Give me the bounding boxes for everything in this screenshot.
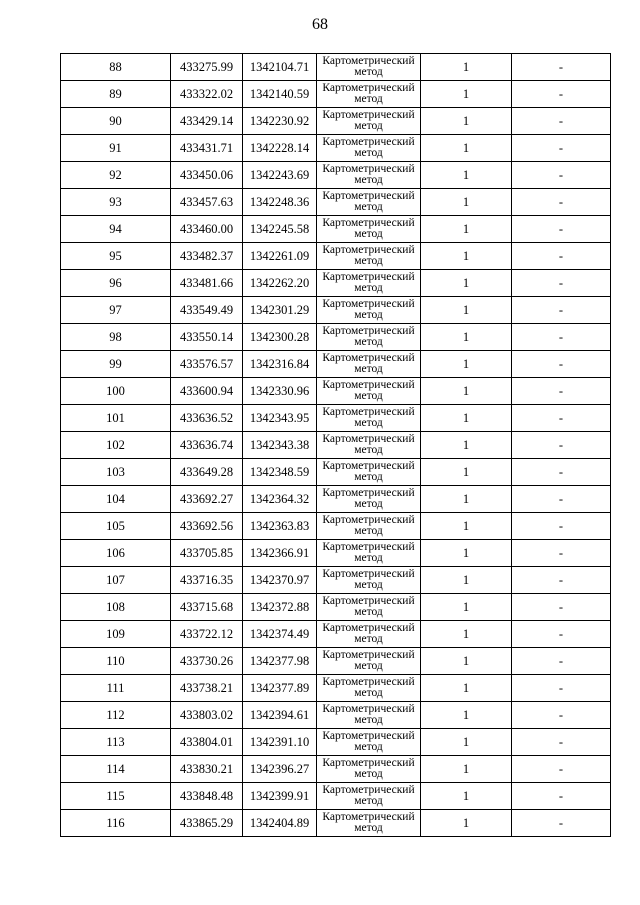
precision-cell: 1 [421,270,512,297]
coordinate-x-cell: 433649.28 [171,459,243,486]
precision-cell: 1 [421,459,512,486]
note-cell: - [512,81,611,108]
table-row [61,324,611,351]
precision-cell: 1 [421,486,512,513]
coordinate-x-cell: 433730.26 [171,648,243,675]
table-row [61,675,611,702]
coordinate-x-cell: 433450.06 [171,162,243,189]
coordinate-y-cell: 1342330.96 [243,378,317,405]
table-row [61,621,611,648]
coordinate-y-cell: 1342262.20 [243,270,317,297]
coordinate-x-cell: 433322.02 [171,81,243,108]
precision-cell: 1 [421,432,512,459]
table-row [61,702,611,729]
method-line-1: Картометрический [322,109,415,121]
method-line-2: метод [354,714,383,726]
coordinate-y-cell: 1342300.28 [243,324,317,351]
coordinate-y-cell: 1342372.88 [243,594,317,621]
method-cell [317,540,421,567]
point-number-cell: 116 [61,810,171,837]
coordinate-y-cell: 1342396.27 [243,756,317,783]
coordinate-x-cell: 433830.21 [171,756,243,783]
coordinate-y-cell: 1342104.71 [243,54,317,81]
coordinate-x-cell: 433431.71 [171,135,243,162]
coordinate-y-cell: 1342301.29 [243,297,317,324]
note-cell: - [512,351,611,378]
table-row [61,108,611,135]
method-line-2: метод [354,255,383,267]
table-row [61,216,611,243]
point-number-cell: 91 [61,135,171,162]
method-line-2: метод [354,741,383,753]
coordinate-y-cell: 1342316.84 [243,351,317,378]
table-row [61,810,611,837]
precision-cell: 1 [421,729,512,756]
coordinate-y-cell: 1342364.32 [243,486,317,513]
note-cell: - [512,675,611,702]
point-number-cell: 106 [61,540,171,567]
point-number-cell: 110 [61,648,171,675]
note-cell: - [512,540,611,567]
page-number: 68 [312,16,328,33]
method-cell [317,405,421,432]
method-cell [317,567,421,594]
precision-cell: 1 [421,297,512,324]
method-line-2: метод [354,417,383,429]
point-number-cell: 89 [61,81,171,108]
method-cell [317,810,421,837]
method-line-2: метод [354,174,383,186]
note-cell: - [512,162,611,189]
point-number-cell: 96 [61,270,171,297]
table-row [61,459,611,486]
table-row [61,567,611,594]
note-cell: - [512,189,611,216]
coordinate-y-cell: 1342391.10 [243,729,317,756]
precision-cell: 1 [421,702,512,729]
precision-cell: 1 [421,567,512,594]
point-number-cell: 109 [61,621,171,648]
point-number-cell: 113 [61,729,171,756]
table-row [61,135,611,162]
table-row [61,729,611,756]
note-cell: - [512,729,611,756]
point-number-cell: 104 [61,486,171,513]
coordinate-x-cell: 433457.63 [171,189,243,216]
method-line-2: метод [354,363,383,375]
precision-cell: 1 [421,513,512,540]
coordinate-x-cell: 433705.85 [171,540,243,567]
point-number-cell: 108 [61,594,171,621]
coordinate-y-cell: 1342348.59 [243,459,317,486]
method-cell [317,54,421,81]
method-line-2: метод [354,471,383,483]
method-cell [317,162,421,189]
method-line-1: Картометрический [322,622,415,634]
method-cell [317,189,421,216]
coordinate-y-cell: 1342140.59 [243,81,317,108]
coordinates-table-body [61,54,611,837]
method-line-1: Картометрический [322,55,415,67]
precision-cell: 1 [421,216,512,243]
point-number-cell: 95 [61,243,171,270]
method-line-2: метод [354,282,383,294]
method-line-2: метод [354,336,383,348]
coordinates-table [60,53,611,837]
method-cell [317,675,421,702]
method-line-2: метод [354,390,383,402]
coordinate-x-cell: 433482.37 [171,243,243,270]
coordinate-x-cell: 433803.02 [171,702,243,729]
method-line-2: метод [354,228,383,240]
coordinate-x-cell: 433460.00 [171,216,243,243]
table-row [61,378,611,405]
note-cell: - [512,594,611,621]
coordinate-x-cell: 433481.66 [171,270,243,297]
note-cell: - [512,486,611,513]
note-cell: - [512,810,611,837]
method-cell [317,594,421,621]
precision-cell: 1 [421,162,512,189]
method-line-1: Картометрический [322,487,415,499]
point-number-cell: 93 [61,189,171,216]
coordinate-y-cell: 1342399.91 [243,783,317,810]
method-line-2: метод [354,444,383,456]
point-number-cell: 114 [61,756,171,783]
table-row [61,189,611,216]
coordinate-y-cell: 1342343.95 [243,405,317,432]
coordinate-x-cell: 433848.48 [171,783,243,810]
point-number-cell: 97 [61,297,171,324]
method-cell [317,621,421,648]
coordinate-y-cell: 1342404.89 [243,810,317,837]
method-cell [317,243,421,270]
method-cell [317,135,421,162]
method-line-2: метод [354,795,383,807]
method-line-2: метод [354,768,383,780]
table-row [61,513,611,540]
method-cell [317,351,421,378]
coordinate-y-cell: 1342261.09 [243,243,317,270]
coordinate-y-cell: 1342230.92 [243,108,317,135]
table-row [61,756,611,783]
note-cell: - [512,756,611,783]
table-row [61,54,611,81]
method-line-1: Картометрический [322,703,415,715]
point-number-cell: 115 [61,783,171,810]
coordinate-x-cell: 433576.57 [171,351,243,378]
coordinate-x-cell: 433636.74 [171,432,243,459]
point-number-cell: 101 [61,405,171,432]
coordinate-x-cell: 433722.12 [171,621,243,648]
note-cell: - [512,432,611,459]
method-line-2: метод [354,66,383,78]
method-line-1: Картометрический [322,190,415,202]
coordinate-y-cell: 1342377.98 [243,648,317,675]
method-line-2: метод [354,552,383,564]
precision-cell: 1 [421,108,512,135]
coordinate-y-cell: 1342366.91 [243,540,317,567]
coordinate-x-cell: 433715.68 [171,594,243,621]
method-line-1: Картометрический [322,379,415,391]
coordinate-y-cell: 1342228.14 [243,135,317,162]
method-line-1: Картометрический [322,406,415,418]
point-number-cell: 103 [61,459,171,486]
precision-cell: 1 [421,756,512,783]
method-line-1: Картометрический [322,298,415,310]
coordinate-y-cell: 1342370.97 [243,567,317,594]
note-cell: - [512,459,611,486]
coordinate-y-cell: 1342394.61 [243,702,317,729]
precision-cell: 1 [421,783,512,810]
note-cell: - [512,243,611,270]
method-line-1: Картометрический [322,568,415,580]
coordinate-x-cell: 433865.29 [171,810,243,837]
method-line-1: Картометрический [322,433,415,445]
coordinate-x-cell: 433716.35 [171,567,243,594]
method-line-2: метод [354,498,383,510]
method-cell [317,108,421,135]
coordinate-y-cell: 1342374.49 [243,621,317,648]
point-number-cell: 107 [61,567,171,594]
note-cell: - [512,216,611,243]
precision-cell: 1 [421,378,512,405]
method-cell [317,513,421,540]
precision-cell: 1 [421,81,512,108]
note-cell: - [512,108,611,135]
method-cell [317,783,421,810]
method-line-1: Картометрический [322,460,415,472]
coordinate-y-cell: 1342377.89 [243,675,317,702]
coordinate-x-cell: 433636.52 [171,405,243,432]
method-line-1: Картометрический [322,325,415,337]
point-number-cell: 88 [61,54,171,81]
method-cell [317,486,421,513]
point-number-cell: 90 [61,108,171,135]
method-cell [317,729,421,756]
method-line-2: метод [354,606,383,618]
table-row [61,540,611,567]
point-number-cell: 92 [61,162,171,189]
precision-cell: 1 [421,540,512,567]
method-line-2: метод [354,120,383,132]
point-number-cell: 105 [61,513,171,540]
table-row [61,162,611,189]
coordinate-x-cell: 433600.94 [171,378,243,405]
method-line-1: Картометрический [322,217,415,229]
method-cell [317,702,421,729]
note-cell: - [512,567,611,594]
table-row [61,351,611,378]
note-cell: - [512,135,611,162]
note-cell: - [512,405,611,432]
note-cell: - [512,324,611,351]
method-cell [317,270,421,297]
method-line-2: метод [354,201,383,213]
coordinate-x-cell: 433692.27 [171,486,243,513]
table-row [61,486,611,513]
table-row [61,243,611,270]
point-number-cell: 100 [61,378,171,405]
method-cell [317,378,421,405]
method-line-2: метод [354,687,383,699]
method-line-2: метод [354,525,383,537]
method-line-2: метод [354,660,383,672]
table-row [61,432,611,459]
method-line-2: метод [354,147,383,159]
note-cell: - [512,783,611,810]
coordinate-x-cell: 433275.99 [171,54,243,81]
note-cell: - [512,378,611,405]
coordinate-x-cell: 433738.21 [171,675,243,702]
precision-cell: 1 [421,648,512,675]
method-cell [317,648,421,675]
precision-cell: 1 [421,135,512,162]
point-number-cell: 94 [61,216,171,243]
precision-cell: 1 [421,810,512,837]
note-cell: - [512,702,611,729]
note-cell: - [512,648,611,675]
table-row [61,405,611,432]
point-number-cell: 111 [61,675,171,702]
method-line-2: метод [354,93,383,105]
method-line-1: Картометрический [322,136,415,148]
method-line-1: Картометрический [322,595,415,607]
method-line-1: Картометрический [322,541,415,553]
method-line-2: метод [354,822,383,834]
coordinate-x-cell: 433692.56 [171,513,243,540]
table-row [61,270,611,297]
method-line-1: Картометрический [322,784,415,796]
coordinate-y-cell: 1342363.83 [243,513,317,540]
precision-cell: 1 [421,621,512,648]
coordinate-y-cell: 1342343.38 [243,432,317,459]
precision-cell: 1 [421,54,512,81]
note-cell: - [512,54,611,81]
method-line-1: Картометрический [322,244,415,256]
coordinate-x-cell: 433550.14 [171,324,243,351]
precision-cell: 1 [421,324,512,351]
method-cell [317,432,421,459]
method-line-1: Картометрический [322,730,415,742]
note-cell: - [512,270,611,297]
table-row [61,783,611,810]
coordinate-x-cell: 433804.01 [171,729,243,756]
precision-cell: 1 [421,189,512,216]
method-cell [317,297,421,324]
precision-cell: 1 [421,405,512,432]
precision-cell: 1 [421,675,512,702]
precision-cell: 1 [421,243,512,270]
method-line-1: Картометрический [322,757,415,769]
point-number-cell: 112 [61,702,171,729]
method-cell [317,756,421,783]
method-line-1: Картометрический [322,676,415,688]
method-line-2: метод [354,579,383,591]
note-cell: - [512,513,611,540]
coordinate-y-cell: 1342245.58 [243,216,317,243]
precision-cell: 1 [421,351,512,378]
coordinate-y-cell: 1342248.36 [243,189,317,216]
method-cell [317,216,421,243]
coordinate-y-cell: 1342243.69 [243,162,317,189]
table-row [61,594,611,621]
method-cell [317,81,421,108]
method-line-2: метод [354,309,383,321]
table-row [61,297,611,324]
method-line-1: Картометрический [322,514,415,526]
method-line-1: Картометрический [322,811,415,823]
method-line-1: Картометрический [322,82,415,94]
method-line-1: Картометрический [322,649,415,661]
note-cell: - [512,621,611,648]
method-line-1: Картометрический [322,352,415,364]
point-number-cell: 99 [61,351,171,378]
note-cell: - [512,297,611,324]
method-cell [317,324,421,351]
method-cell [317,459,421,486]
coordinate-x-cell: 433549.49 [171,297,243,324]
point-number-cell: 98 [61,324,171,351]
method-line-1: Картометрический [322,271,415,283]
precision-cell: 1 [421,594,512,621]
coordinate-x-cell: 433429.14 [171,108,243,135]
table-row [61,648,611,675]
point-number-cell: 102 [61,432,171,459]
method-line-2: метод [354,633,383,645]
method-line-1: Картометрический [322,163,415,175]
table-row [61,81,611,108]
